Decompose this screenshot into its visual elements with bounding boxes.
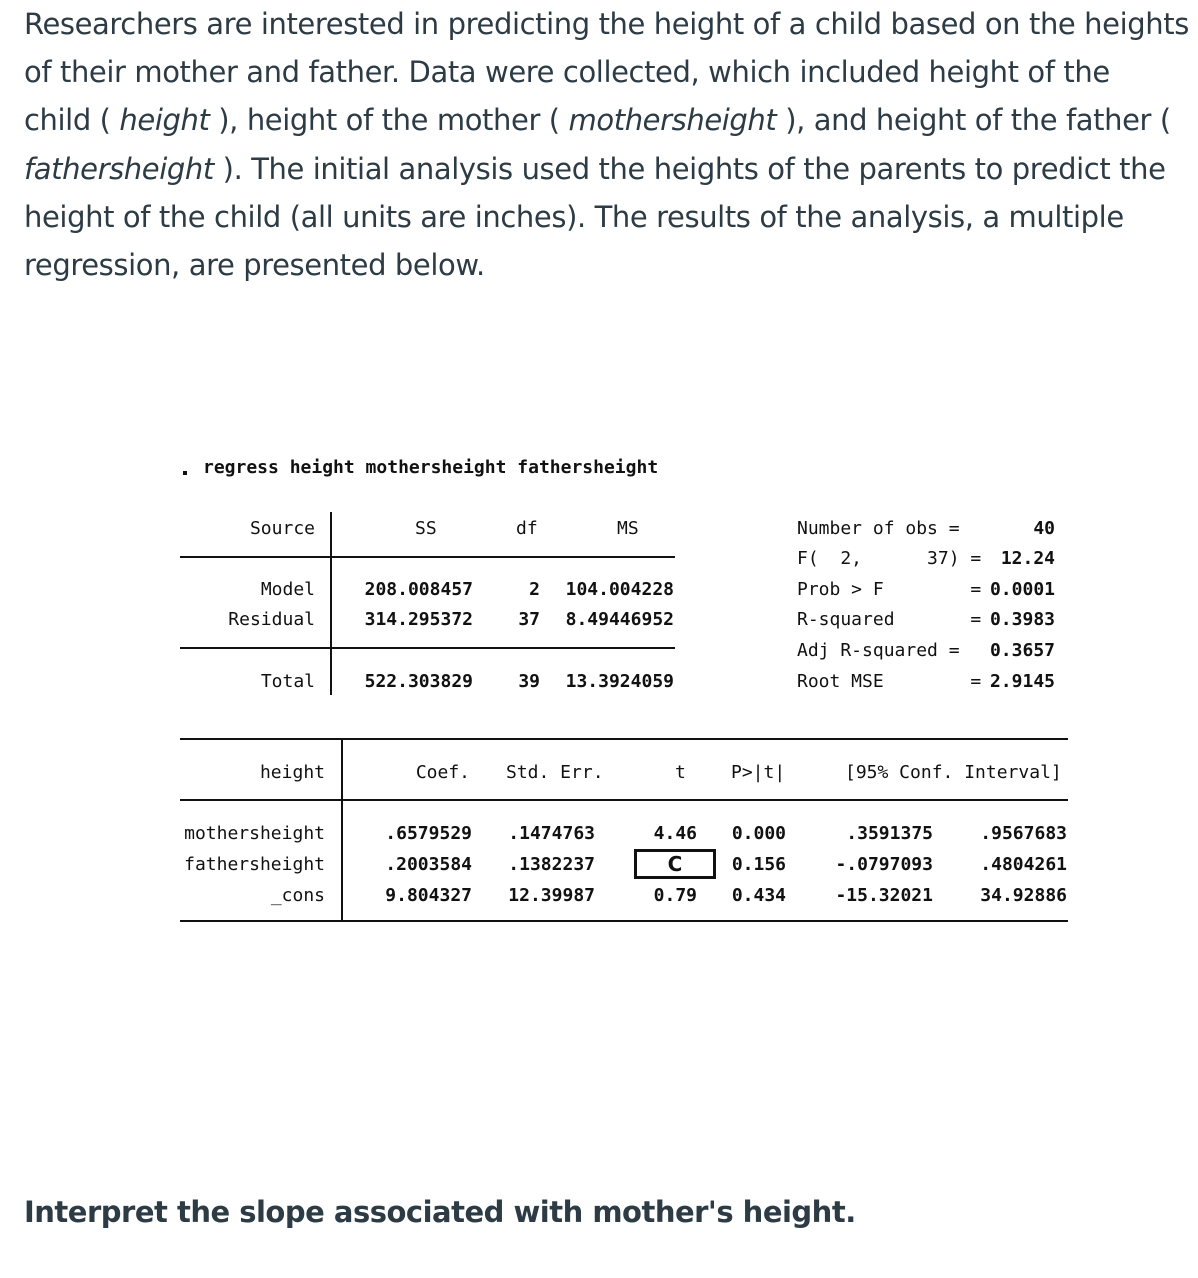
coef-se: 12.39987	[508, 885, 595, 906]
anova-ms: 8.49446952	[565, 609, 674, 630]
coef-header-rule	[180, 799, 1068, 801]
header-t: t	[675, 762, 686, 783]
anova-source: Residual	[228, 609, 315, 630]
coef-t: 0.79	[653, 885, 697, 906]
coef-p: 0.156	[731, 854, 786, 875]
regress-command: regress height mothersheight fathersheight	[203, 457, 659, 478]
coef-top-rule	[180, 738, 1068, 740]
intro-line-3: child ( height ), height of the mother ( mothersheight ), and height of the father (	[24, 103, 1171, 138]
anova-df: 39	[518, 671, 540, 692]
question-prompt: Interpret the slope associated with mother's height.	[24, 1195, 856, 1229]
coef-ci-low: .3591375	[846, 823, 933, 844]
coef-ci-low: -.0797093	[835, 854, 933, 875]
stat-value: 40	[1033, 518, 1055, 539]
stat-label: Prob > F =	[797, 579, 982, 600]
coef-ci-high: 34.92886	[980, 885, 1067, 906]
stat-label: F( 2, 37) =	[797, 548, 982, 569]
stat-label: R-squared =	[797, 609, 982, 630]
coef-bottom-rule	[180, 920, 1068, 922]
coef-p: 0.000	[731, 823, 786, 844]
anova-ss: 314.295372	[364, 609, 473, 630]
stat-label: Number of obs =	[797, 518, 960, 539]
intro-line-2: of their mother and father. Data were collected, which included height of the	[24, 55, 1110, 90]
coef-value: .2003584	[385, 854, 472, 875]
coef-ci-high: .4804261	[980, 854, 1067, 875]
coef-se: .1474763	[508, 823, 595, 844]
stat-label: Adj R-squared =	[797, 640, 960, 661]
header-df: df	[516, 518, 538, 539]
intro-line-6: regression, are presented below.	[24, 248, 485, 283]
problem-text	[24, 0, 1189, 289]
coef-p: 0.434	[731, 885, 786, 906]
stat-value: 0.3657	[989, 640, 1055, 661]
coef-divider	[341, 738, 343, 922]
anova-df: 37	[518, 609, 540, 630]
header-conf-interval: [95% Conf. Interval]	[845, 762, 1062, 783]
anova-source: Model	[260, 579, 315, 600]
anova-ms: 104.004228	[565, 579, 674, 600]
coef-var: _cons	[270, 885, 325, 906]
anova-source: Total	[260, 671, 315, 692]
header-p: P>|t|	[731, 762, 786, 783]
coef-var: fathersheight	[184, 854, 325, 875]
anova-total-rule	[180, 647, 675, 649]
header-dependent-var: height	[259, 762, 325, 783]
anova-ms: 13.3924059	[565, 671, 674, 692]
coef-t: 4.46	[653, 823, 697, 844]
coef-ci-low: -15.32021	[835, 885, 933, 906]
coef-se: .1382237	[508, 854, 595, 875]
anova-ss: 522.303829	[364, 671, 473, 692]
anova-df: 2	[529, 579, 540, 600]
anova-divider	[330, 512, 332, 695]
stat-label: Root MSE =	[797, 671, 982, 692]
coef-value: .6579529	[385, 823, 472, 844]
header-ms: MS	[617, 518, 639, 539]
header-source: Source	[249, 518, 315, 539]
coef-var: mothersheight	[184, 823, 325, 844]
intro-line-1: Researchers are interested in predicting the height of a child based on the heights	[24, 7, 1189, 41]
anova-header-rule	[180, 556, 675, 558]
coef-value: 9.804327	[385, 885, 472, 906]
prompt-dot	[183, 471, 187, 475]
stat-value: 2.9145	[989, 671, 1055, 692]
stat-value: 12.24	[1000, 548, 1055, 569]
header-std-err: Std. Err.	[506, 762, 604, 783]
stat-value: 0.0001	[989, 579, 1055, 600]
stat-value: 0.3983	[989, 609, 1055, 630]
intro-line-4: fathersheight ). The initial analysis used the heights of the parents to predict the	[24, 151, 1166, 186]
blank-t-box: C	[634, 849, 716, 879]
intro-line-5: height of the child (all units are inches). The results of the analysis, a multiple	[24, 199, 1124, 234]
coef-ci-high: .9567683	[980, 823, 1067, 844]
anova-ss: 208.008457	[364, 579, 473, 600]
header-coef: Coef.	[415, 762, 470, 783]
header-ss: SS	[415, 518, 437, 539]
